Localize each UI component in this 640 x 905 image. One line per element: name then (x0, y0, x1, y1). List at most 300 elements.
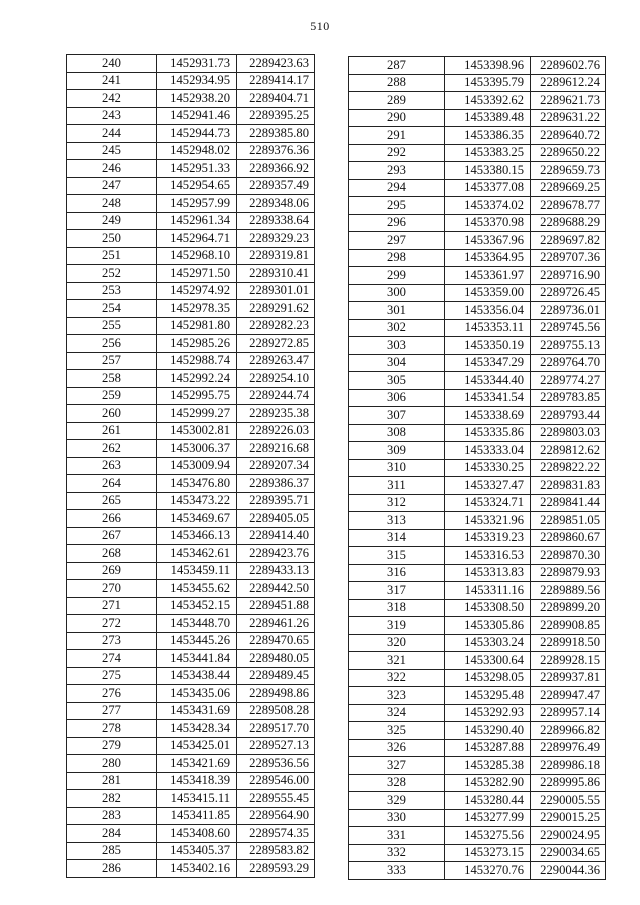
x-coordinate-cell: 1452951.33 (157, 160, 237, 178)
y-coordinate-cell: 2289755.13 (531, 337, 606, 355)
y-coordinate-cell: 2289947.47 (531, 687, 606, 705)
table-row (349, 687, 606, 705)
x-coordinate-cell: 1453448.70 (157, 615, 237, 633)
point-number-cell: 257 (67, 352, 157, 370)
table-row (67, 55, 315, 73)
y-coordinate-cell: 2289546.00 (237, 772, 315, 790)
point-number-cell: 242 (67, 90, 157, 108)
x-coordinate-cell: 1453275.56 (445, 827, 531, 845)
x-coordinate-cell: 1452957.99 (157, 195, 237, 213)
table-row (349, 844, 606, 862)
x-coordinate-cell: 1453333.04 (445, 442, 531, 460)
y-coordinate-cell: 2289461.26 (237, 615, 315, 633)
x-coordinate-cell: 1453295.48 (445, 687, 531, 705)
table-row (349, 249, 606, 267)
table-row (349, 302, 606, 320)
table-row (349, 722, 606, 740)
point-number-cell: 321 (349, 652, 445, 670)
y-coordinate-cell: 2289736.01 (531, 302, 606, 320)
y-coordinate-cell: 2289433.13 (237, 562, 315, 580)
y-coordinate-cell: 2289395.71 (237, 492, 315, 510)
y-coordinate-cell: 2289272.85 (237, 335, 315, 353)
table-row (349, 862, 606, 880)
y-coordinate-cell: 2290044.36 (531, 862, 606, 880)
x-coordinate-cell: 1453421.69 (157, 755, 237, 773)
point-number-cell: 260 (67, 405, 157, 423)
x-coordinate-cell: 1453392.62 (445, 92, 531, 110)
y-coordinate-cell: 2289329.23 (237, 230, 315, 248)
x-coordinate-cell: 1453459.11 (157, 562, 237, 580)
point-number-cell: 271 (67, 597, 157, 615)
point-number-cell: 327 (349, 757, 445, 775)
point-number-cell: 326 (349, 739, 445, 757)
point-number-cell: 299 (349, 267, 445, 285)
y-coordinate-cell: 2289527.13 (237, 737, 315, 755)
point-number-cell: 290 (349, 109, 445, 127)
x-coordinate-cell: 1453006.37 (157, 440, 237, 458)
point-number-cell: 302 (349, 319, 445, 337)
point-number-cell: 268 (67, 545, 157, 563)
table-row (67, 650, 315, 668)
x-coordinate-cell: 1453002.81 (157, 422, 237, 440)
table-row (349, 564, 606, 582)
point-number-cell: 264 (67, 475, 157, 493)
y-coordinate-cell: 2289659.73 (531, 162, 606, 180)
x-coordinate-cell: 1453305.86 (445, 617, 531, 635)
y-coordinate-cell: 2289395.25 (237, 107, 315, 125)
table-row (349, 389, 606, 407)
table-row (349, 337, 606, 355)
y-coordinate-cell: 2289517.70 (237, 720, 315, 738)
x-coordinate-cell: 1453441.84 (157, 650, 237, 668)
table-row (349, 407, 606, 425)
y-coordinate-cell: 2289793.44 (531, 407, 606, 425)
table-row (349, 319, 606, 337)
y-coordinate-cell: 2289226.03 (237, 422, 315, 440)
table-row (67, 580, 315, 598)
table-row (349, 214, 606, 232)
y-coordinate-cell: 2289348.06 (237, 195, 315, 213)
table-row (67, 405, 315, 423)
point-number-cell: 322 (349, 669, 445, 687)
point-number-cell: 307 (349, 407, 445, 425)
y-coordinate-cell: 2289310.41 (237, 265, 315, 283)
y-coordinate-cell: 2289879.93 (531, 564, 606, 582)
y-coordinate-cell: 2289678.77 (531, 197, 606, 215)
point-number-cell: 276 (67, 685, 157, 703)
x-coordinate-cell: 1452941.46 (157, 107, 237, 125)
x-coordinate-cell: 1453321.96 (445, 512, 531, 530)
x-coordinate-cell: 1453469.67 (157, 510, 237, 528)
x-coordinate-cell: 1453415.11 (157, 790, 237, 808)
x-coordinate-cell: 1452968.10 (157, 247, 237, 265)
point-number-cell: 324 (349, 704, 445, 722)
x-coordinate-cell: 1453395.79 (445, 74, 531, 92)
x-coordinate-cell: 1452971.50 (157, 265, 237, 283)
y-coordinate-cell: 2289688.29 (531, 214, 606, 232)
table-row (67, 247, 315, 265)
y-coordinate-cell: 2289480.05 (237, 650, 315, 668)
point-number-cell: 254 (67, 300, 157, 318)
x-coordinate-cell: 1453303.24 (445, 634, 531, 652)
table-row (67, 615, 315, 633)
point-number-cell: 317 (349, 582, 445, 600)
y-coordinate-cell: 2289822.22 (531, 459, 606, 477)
point-number-cell: 301 (349, 302, 445, 320)
point-number-cell: 249 (67, 212, 157, 230)
point-number-cell: 291 (349, 127, 445, 145)
point-number-cell: 298 (349, 249, 445, 267)
point-number-cell: 274 (67, 650, 157, 668)
table-row (349, 372, 606, 390)
table-row (67, 387, 315, 405)
table-row (349, 179, 606, 197)
point-number-cell: 312 (349, 494, 445, 512)
point-number-cell: 263 (67, 457, 157, 475)
x-coordinate-cell: 1452999.27 (157, 405, 237, 423)
table-row (349, 774, 606, 792)
point-number-cell: 295 (349, 197, 445, 215)
point-number-cell: 265 (67, 492, 157, 510)
x-coordinate-cell: 1452974.92 (157, 282, 237, 300)
y-coordinate-cell: 2289783.85 (531, 389, 606, 407)
point-number-cell: 256 (67, 335, 157, 353)
x-coordinate-cell: 1453367.96 (445, 232, 531, 250)
y-coordinate-cell: 2289366.92 (237, 160, 315, 178)
x-coordinate-cell: 1453476.80 (157, 475, 237, 493)
point-number-cell: 279 (67, 737, 157, 755)
x-coordinate-cell: 1453408.60 (157, 825, 237, 843)
table-row (67, 790, 315, 808)
y-coordinate-cell: 2289707.36 (531, 249, 606, 267)
y-coordinate-cell: 2289986.18 (531, 757, 606, 775)
point-number-cell: 258 (67, 370, 157, 388)
point-number-cell: 329 (349, 792, 445, 810)
y-coordinate-cell: 2289593.29 (237, 860, 315, 878)
y-coordinate-cell: 2290015.25 (531, 809, 606, 827)
x-coordinate-cell: 1453282.90 (445, 774, 531, 792)
x-coordinate-cell: 1453389.48 (445, 109, 531, 127)
table-row (349, 127, 606, 145)
point-number-cell: 247 (67, 177, 157, 195)
table-row (349, 529, 606, 547)
table-row (67, 195, 315, 213)
x-coordinate-cell: 1452981.80 (157, 317, 237, 335)
x-coordinate-cell: 1453383.25 (445, 144, 531, 162)
table-row (349, 267, 606, 285)
table-row (67, 212, 315, 230)
table-row (349, 809, 606, 827)
x-coordinate-cell: 1453313.83 (445, 564, 531, 582)
y-coordinate-cell: 2289995.86 (531, 774, 606, 792)
y-coordinate-cell: 2290024.95 (531, 827, 606, 845)
x-coordinate-cell: 1453280.44 (445, 792, 531, 810)
x-coordinate-cell: 1453398.96 (445, 57, 531, 75)
x-coordinate-cell: 1453285.38 (445, 757, 531, 775)
table-row (349, 197, 606, 215)
y-coordinate-cell: 2289442.50 (237, 580, 315, 598)
point-number-cell: 323 (349, 687, 445, 705)
point-number-cell: 288 (349, 74, 445, 92)
x-coordinate-cell: 1453425.01 (157, 737, 237, 755)
y-coordinate-cell: 2289831.83 (531, 477, 606, 495)
table-row (67, 510, 315, 528)
page-number: 510 (310, 19, 330, 33)
point-number-cell: 284 (67, 825, 157, 843)
point-number-cell: 248 (67, 195, 157, 213)
y-coordinate-cell: 2289405.05 (237, 510, 315, 528)
point-number-cell: 308 (349, 424, 445, 442)
x-coordinate-cell: 1453338.69 (445, 407, 531, 425)
y-coordinate-cell: 2289555.45 (237, 790, 315, 808)
y-coordinate-cell: 2289726.45 (531, 284, 606, 302)
table-row (349, 57, 606, 75)
y-coordinate-cell: 2290034.65 (531, 844, 606, 862)
x-coordinate-cell: 1452931.73 (157, 55, 237, 73)
point-number-cell: 270 (67, 580, 157, 598)
table-row (67, 335, 315, 353)
y-coordinate-cell: 2289451.88 (237, 597, 315, 615)
table-row (349, 162, 606, 180)
x-coordinate-cell: 1452944.73 (157, 125, 237, 143)
point-number-cell: 331 (349, 827, 445, 845)
x-coordinate-cell: 1453364.95 (445, 249, 531, 267)
x-coordinate-cell: 1452948.02 (157, 142, 237, 160)
table-row (349, 739, 606, 757)
y-coordinate-cell: 2289928.15 (531, 652, 606, 670)
y-coordinate-cell: 2289207.34 (237, 457, 315, 475)
y-coordinate-cell: 2289583.82 (237, 842, 315, 860)
table-row (67, 177, 315, 195)
point-number-cell: 286 (67, 860, 157, 878)
table-row (349, 144, 606, 162)
point-number-cell: 304 (349, 354, 445, 372)
table-row (67, 300, 315, 318)
x-coordinate-cell: 1453277.99 (445, 809, 531, 827)
point-number-cell: 332 (349, 844, 445, 862)
table-row (67, 807, 315, 825)
table-row (67, 492, 315, 510)
y-coordinate-cell: 2289640.72 (531, 127, 606, 145)
x-coordinate-cell: 1452934.95 (157, 72, 237, 90)
x-coordinate-cell: 1453402.16 (157, 860, 237, 878)
point-number-cell: 252 (67, 265, 157, 283)
point-number-cell: 243 (67, 107, 157, 125)
table-row (67, 422, 315, 440)
point-number-cell: 277 (67, 702, 157, 720)
point-number-cell: 251 (67, 247, 157, 265)
point-number-cell: 241 (67, 72, 157, 90)
table-row (349, 617, 606, 635)
point-number-cell: 253 (67, 282, 157, 300)
coordinates-table-right (348, 56, 606, 880)
x-coordinate-cell: 1452988.74 (157, 352, 237, 370)
y-coordinate-cell: 2289851.05 (531, 512, 606, 530)
x-coordinate-cell: 1453431.69 (157, 702, 237, 720)
point-number-cell: 309 (349, 442, 445, 460)
x-coordinate-cell: 1453330.25 (445, 459, 531, 477)
y-coordinate-cell: 2289376.36 (237, 142, 315, 160)
table-row (67, 230, 315, 248)
point-number-cell: 281 (67, 772, 157, 790)
table-row (67, 702, 315, 720)
y-coordinate-cell: 2289697.82 (531, 232, 606, 250)
point-number-cell: 328 (349, 774, 445, 792)
x-coordinate-cell: 1453311.16 (445, 582, 531, 600)
x-coordinate-cell: 1453300.64 (445, 652, 531, 670)
point-number-cell: 294 (349, 179, 445, 197)
point-number-cell: 262 (67, 440, 157, 458)
coordinates-table-left (66, 54, 315, 878)
y-coordinate-cell: 2289870.30 (531, 547, 606, 565)
y-coordinate-cell: 2289404.71 (237, 90, 315, 108)
table-row (67, 720, 315, 738)
point-number-cell: 300 (349, 284, 445, 302)
x-coordinate-cell: 1452954.65 (157, 177, 237, 195)
y-coordinate-cell: 2289536.56 (237, 755, 315, 773)
table-row (67, 282, 315, 300)
x-coordinate-cell: 1453452.15 (157, 597, 237, 615)
x-coordinate-cell: 1453341.54 (445, 389, 531, 407)
x-coordinate-cell: 1453445.26 (157, 632, 237, 650)
x-coordinate-cell: 1453009.94 (157, 457, 237, 475)
y-coordinate-cell: 2290005.55 (531, 792, 606, 810)
point-number-cell: 330 (349, 809, 445, 827)
x-coordinate-cell: 1453374.02 (445, 197, 531, 215)
point-number-cell: 246 (67, 160, 157, 178)
table-row (349, 827, 606, 845)
y-coordinate-cell: 2289357.49 (237, 177, 315, 195)
x-coordinate-cell: 1453361.97 (445, 267, 531, 285)
y-coordinate-cell: 2289812.62 (531, 442, 606, 460)
table-row (67, 860, 315, 878)
point-number-cell: 293 (349, 162, 445, 180)
point-number-cell: 280 (67, 755, 157, 773)
table-row (349, 477, 606, 495)
x-coordinate-cell: 1453335.86 (445, 424, 531, 442)
y-coordinate-cell: 2289841.44 (531, 494, 606, 512)
table-row (67, 72, 315, 90)
point-number-cell: 333 (349, 862, 445, 880)
table-row (67, 457, 315, 475)
x-coordinate-cell: 1452978.35 (157, 300, 237, 318)
x-coordinate-cell: 1453350.19 (445, 337, 531, 355)
table-row (67, 142, 315, 160)
table-row (349, 92, 606, 110)
y-coordinate-cell: 2289957.14 (531, 704, 606, 722)
x-coordinate-cell: 1453327.47 (445, 477, 531, 495)
y-coordinate-cell: 2289338.64 (237, 212, 315, 230)
table-row (349, 424, 606, 442)
y-coordinate-cell: 2289489.45 (237, 667, 315, 685)
x-coordinate-cell: 1453359.00 (445, 284, 531, 302)
y-coordinate-cell: 2289235.38 (237, 405, 315, 423)
x-coordinate-cell: 1453370.98 (445, 214, 531, 232)
x-coordinate-cell: 1453316.53 (445, 547, 531, 565)
x-coordinate-cell: 1453428.34 (157, 720, 237, 738)
point-number-cell: 255 (67, 317, 157, 335)
table-row (349, 459, 606, 477)
x-coordinate-cell: 1453273.15 (445, 844, 531, 862)
point-number-cell: 266 (67, 510, 157, 528)
point-number-cell: 275 (67, 667, 157, 685)
y-coordinate-cell: 2289263.47 (237, 352, 315, 370)
table-row (349, 109, 606, 127)
y-coordinate-cell: 2289254.10 (237, 370, 315, 388)
table-row (67, 545, 315, 563)
y-coordinate-cell: 2289612.24 (531, 74, 606, 92)
point-number-cell: 320 (349, 634, 445, 652)
point-number-cell: 318 (349, 599, 445, 617)
point-number-cell: 269 (67, 562, 157, 580)
y-coordinate-cell: 2289508.28 (237, 702, 315, 720)
x-coordinate-cell: 1453455.62 (157, 580, 237, 598)
table-row (349, 652, 606, 670)
y-coordinate-cell: 2289650.22 (531, 144, 606, 162)
table-row (349, 354, 606, 372)
table-row (67, 90, 315, 108)
point-number-cell: 305 (349, 372, 445, 390)
y-coordinate-cell: 2289319.81 (237, 247, 315, 265)
point-number-cell: 285 (67, 842, 157, 860)
point-number-cell: 296 (349, 214, 445, 232)
point-number-cell: 273 (67, 632, 157, 650)
table-row (67, 597, 315, 615)
point-number-cell: 261 (67, 422, 157, 440)
y-coordinate-cell: 2289291.62 (237, 300, 315, 318)
x-coordinate-cell: 1453308.50 (445, 599, 531, 617)
y-coordinate-cell: 2289621.73 (531, 92, 606, 110)
y-coordinate-cell: 2289216.68 (237, 440, 315, 458)
table-row (67, 632, 315, 650)
y-coordinate-cell: 2289899.20 (531, 599, 606, 617)
point-number-cell: 314 (349, 529, 445, 547)
x-coordinate-cell: 1453353.11 (445, 319, 531, 337)
table-row (67, 842, 315, 860)
table-row (349, 704, 606, 722)
x-coordinate-cell: 1453319.23 (445, 529, 531, 547)
table-row (349, 582, 606, 600)
x-coordinate-cell: 1453435.06 (157, 685, 237, 703)
table-row (67, 160, 315, 178)
y-coordinate-cell: 2289889.56 (531, 582, 606, 600)
point-number-cell: 287 (349, 57, 445, 75)
y-coordinate-cell: 2289774.27 (531, 372, 606, 390)
x-coordinate-cell: 1453473.22 (157, 492, 237, 510)
point-number-cell: 319 (349, 617, 445, 635)
x-coordinate-cell: 1452992.24 (157, 370, 237, 388)
table-row (349, 792, 606, 810)
y-coordinate-cell: 2289414.40 (237, 527, 315, 545)
x-coordinate-cell: 1453377.08 (445, 179, 531, 197)
x-coordinate-cell: 1453344.40 (445, 372, 531, 390)
y-coordinate-cell: 2289414.17 (237, 72, 315, 90)
y-coordinate-cell: 2289745.56 (531, 319, 606, 337)
point-number-cell: 315 (349, 547, 445, 565)
table-row (67, 265, 315, 283)
y-coordinate-cell: 2289244.74 (237, 387, 315, 405)
x-coordinate-cell: 1452985.26 (157, 335, 237, 353)
y-coordinate-cell: 2289669.25 (531, 179, 606, 197)
table-row (67, 755, 315, 773)
x-coordinate-cell: 1453287.88 (445, 739, 531, 757)
point-number-cell: 259 (67, 387, 157, 405)
point-number-cell: 267 (67, 527, 157, 545)
x-coordinate-cell: 1453418.39 (157, 772, 237, 790)
point-number-cell: 289 (349, 92, 445, 110)
point-number-cell: 240 (67, 55, 157, 73)
table-row (349, 669, 606, 687)
